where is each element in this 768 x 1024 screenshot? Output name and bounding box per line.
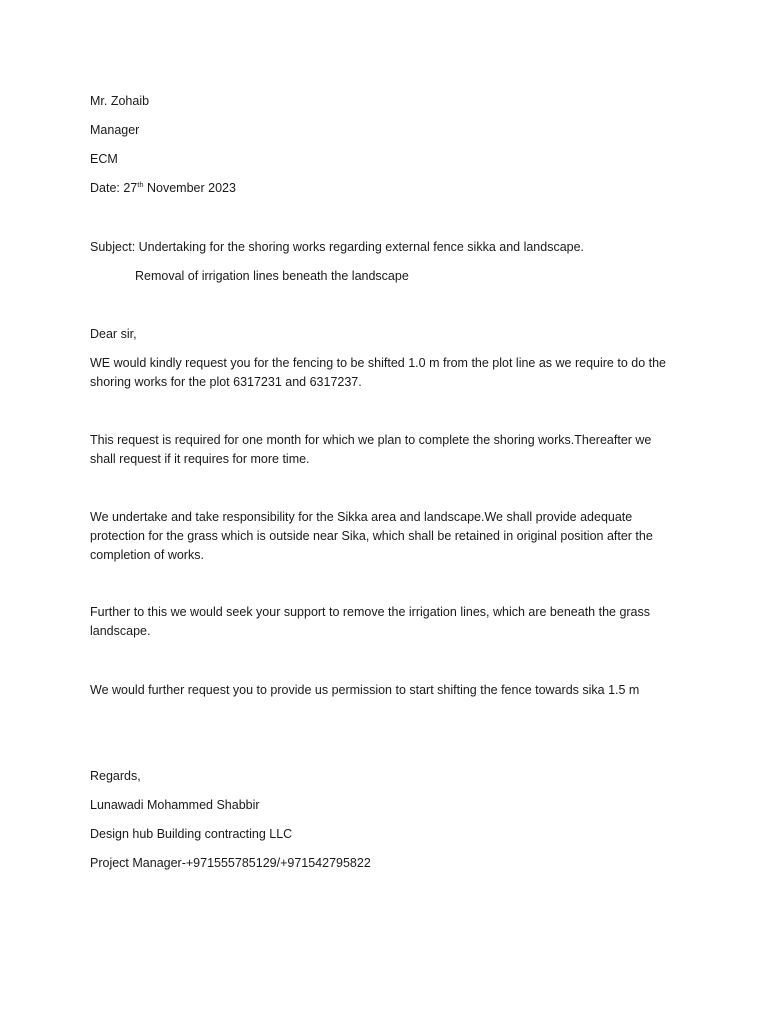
letter-date (90, 179, 236, 198)
recipient-title: Manager (90, 123, 140, 137)
signatory-company: Design hub Building contracting LLC (90, 827, 293, 841)
subject-line: Subject: Undertaking for the shoring works regarding external fence sikka and landscape. (90, 240, 585, 254)
date-prefix: Date: 27 (90, 181, 138, 195)
closing-regards: Regards, (90, 769, 141, 783)
body-paragraph-5: We would further request you to provide us permission to start shifting the fence towards sika 1.5 m (90, 683, 640, 697)
date-rest: November 2023 (143, 181, 236, 195)
recipient-name: Mr. Zohaib (90, 94, 150, 108)
body-paragraph-3: We undertake and take responsibility for the Sikka area and landscape.We shall provide adequate protection for the grass which is outside near Sika, which shall be retained in original position after the completion of works. (90, 510, 653, 562)
body-paragraph-4: Further to this we would seek your support to remove the irrigation lines, which are beneath the grass landscape. (90, 605, 651, 638)
date-ordinal: th (137, 179, 144, 189)
signatory-role-phone: Project Manager-+971555785129/+971542795822 (90, 856, 371, 870)
salutation: Dear sir, (90, 327, 137, 341)
body-paragraph-2: This request is required for one month for which we plan to complete the shoring works.Thereafter we shall request if it requires for more time. (90, 433, 652, 466)
signatory-name: Lunawadi Mohammed Shabbir (90, 798, 260, 812)
recipient-company: ECM (90, 152, 118, 166)
subject-line-2: Removal of irrigation lines beneath the landscape (135, 269, 409, 283)
body-paragraph-1: WE would kindly request you for the fencing to be shifted 1.0 m from the plot line as we require to do the shoring works for the plot 6317231 and 6317237. (90, 356, 667, 389)
